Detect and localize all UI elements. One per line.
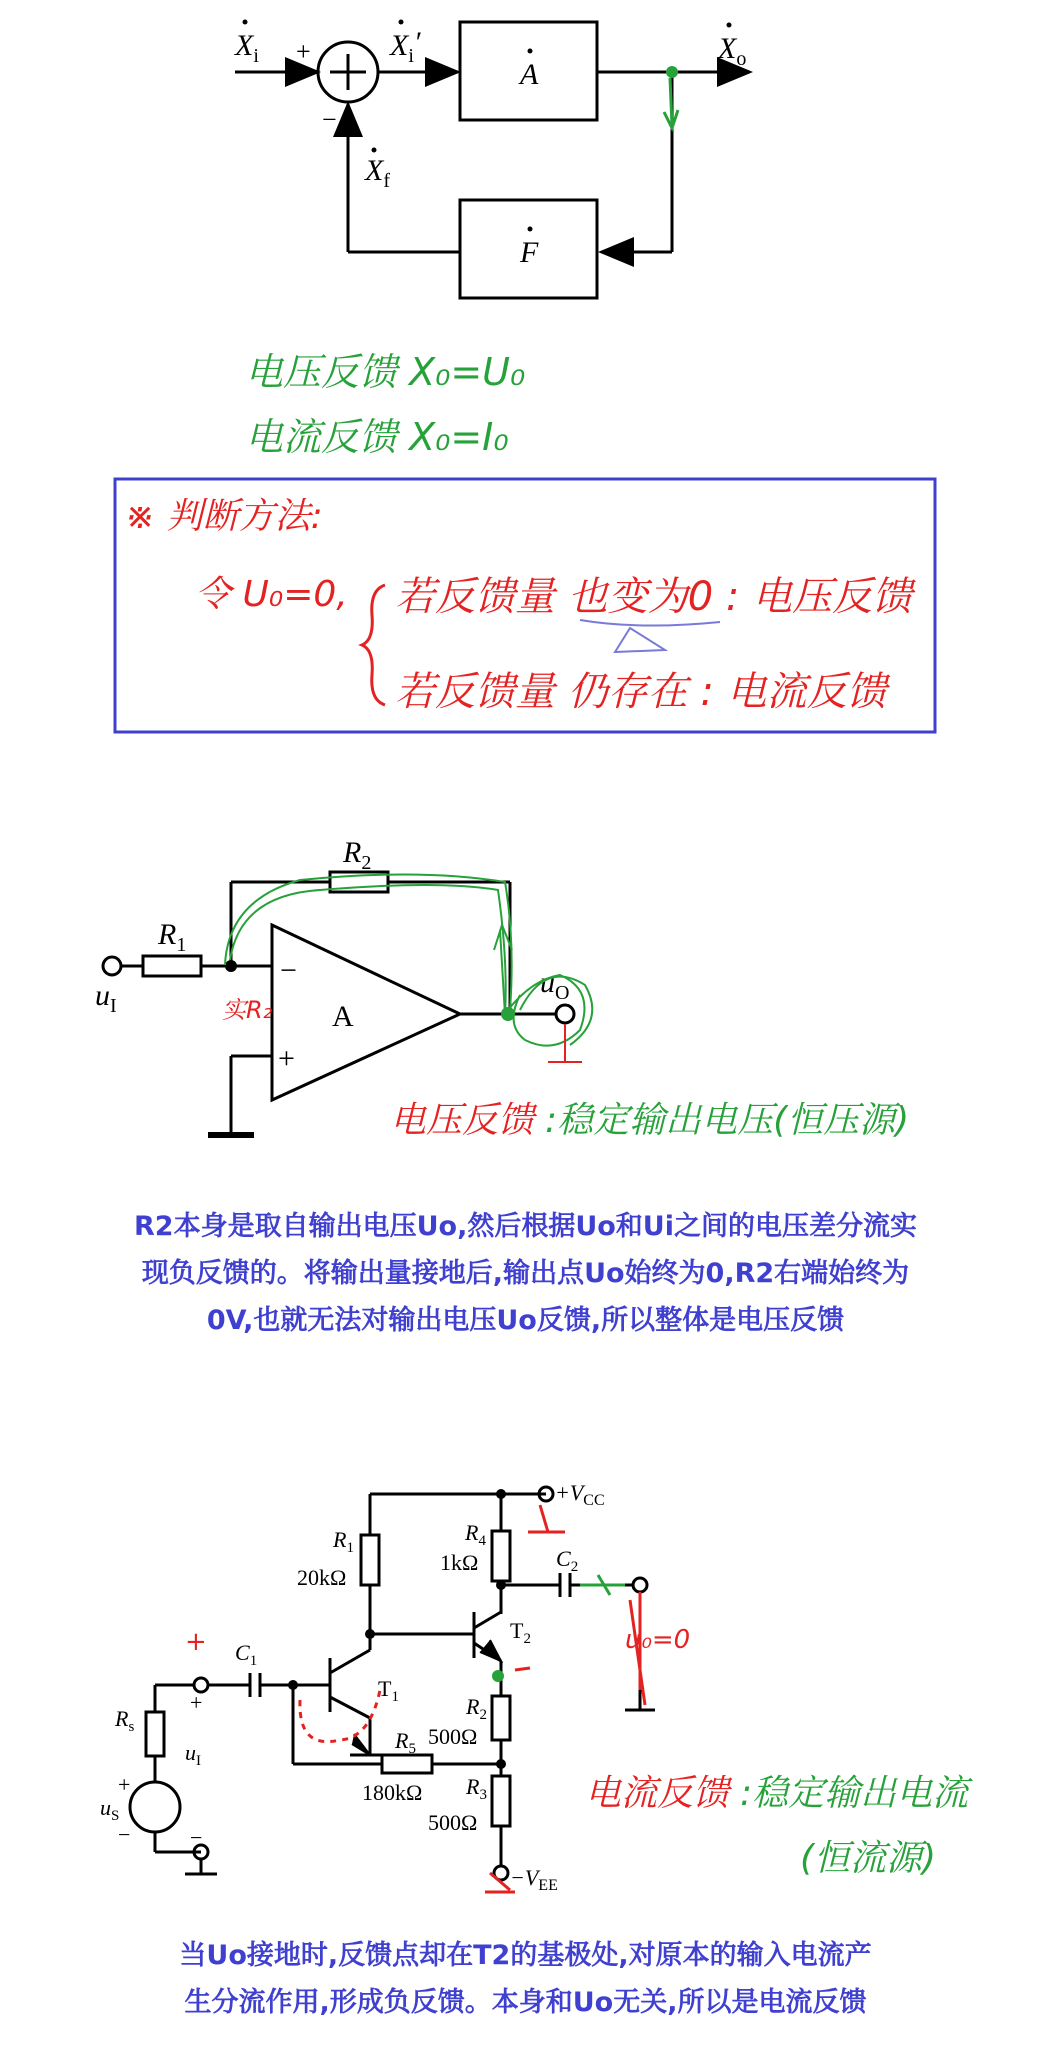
resistor-r2-t (492, 1696, 510, 1740)
label-t-r2-val: 500Ω (428, 1724, 478, 1749)
label-t-plus: + (190, 1690, 203, 1715)
label-f: F (520, 236, 539, 269)
caption-2-line-2: 生分流作用,形成负反馈。本身和Uo无关,所以是电流反馈 (184, 1987, 867, 2018)
caption-2 (40, 1932, 1011, 2026)
op-note-green: :稳定输出电压(恒压源) (545, 1100, 910, 1141)
scribble-mark (580, 620, 720, 652)
label-plus: + (296, 37, 311, 66)
label-t-r4-val: 1kΩ (440, 1550, 479, 1575)
green-transistor-marks (580, 1575, 625, 1595)
label-uo-zero: u₀=0 (625, 1625, 691, 1655)
t-note-red: 电流反馈 (585, 1773, 730, 1814)
opamp-triangle (272, 925, 460, 1100)
brace-mark (362, 585, 385, 705)
resistor-r5 (382, 1755, 432, 1773)
label-t-c1: $C_1$ (235, 1640, 258, 1669)
label-op-ui: $u_I$ (95, 979, 117, 1017)
label-xi-prime: $X_i'$ (390, 26, 421, 67)
label-op-plus: + (278, 1042, 295, 1075)
label-op-r1: $R_1$ (158, 918, 187, 956)
resistor-r1 (143, 956, 201, 976)
label-minus: − (322, 105, 337, 134)
block-diagram (235, 22, 750, 298)
label-vee: $-V_{EE}$ (510, 1865, 558, 1894)
method-case-2: 若反馈量 仍存在 : 电流反馈 (395, 669, 887, 715)
op-note-red: 电压反馈 (390, 1100, 535, 1141)
voltage-source-us (130, 1782, 180, 1832)
label-t-r1-val: 20kΩ (297, 1565, 347, 1590)
caption-1-line-2: 现负反馈的。将输出量接地后,输出点Uo始终为0,R2右端始终为 (141, 1258, 910, 1289)
label-t-minus: − (190, 1825, 203, 1850)
label-op-uo: $u_O$ (540, 966, 570, 1004)
resistor-r3-t (492, 1776, 510, 1826)
label-t-r1: $R_1$ (333, 1527, 354, 1556)
method-condition: 令 U₀=0, (195, 574, 348, 615)
label-op-r2: $R_2$ (343, 836, 372, 874)
label-t-r5: $R_5$ (395, 1728, 416, 1757)
resistor-r1-t (361, 1535, 379, 1585)
note-voltage-feedback: 电压反馈 X₀=U₀ (245, 350, 526, 394)
label-xi: $X_i$ (235, 29, 259, 67)
resistor-rs (146, 1712, 164, 1756)
label-t-r5-val: 180kΩ (362, 1780, 423, 1805)
label-t-ui: $u_I$ (185, 1740, 201, 1769)
red-plus-mark: + (185, 1627, 207, 1657)
output-node-dot (666, 66, 678, 78)
label-xo: $X_o$ (718, 32, 747, 70)
label-t-us: $u_S$ (100, 1795, 120, 1824)
label-t-r3-val: 500Ω (428, 1810, 478, 1835)
caption-1 (40, 1203, 1011, 1344)
label-t-t1: $T_1$ (378, 1676, 399, 1705)
label-t-t2: $T_2$ (510, 1618, 531, 1647)
label-t-rs: $R_s$ (115, 1706, 135, 1735)
label-t-us-minus: − (118, 1822, 131, 1847)
note-current-feedback: 电流反馈 X₀=I₀ (245, 415, 509, 459)
t-note-green-2: (恒流源) (800, 1838, 937, 1879)
t-note-green: :稳定输出电流 (740, 1773, 969, 1814)
method-case-1: 若反馈量 也变为0 : 电压反馈 (395, 574, 913, 620)
label-vcc: $+V_{CC}$ (555, 1480, 605, 1509)
caption-1-line-1: R2本身是取自输出电压Uo,然后根据Uo和Ui之间的电压差分流实 (134, 1211, 917, 1242)
label-xf: $X_f$ (365, 154, 390, 192)
caption-2-line-1: 当Uo接地时,反馈点却在T2的基极处,对原本的输入电流产 (179, 1940, 872, 1971)
red-ground-mark (548, 1024, 582, 1062)
label-t-r2: $R_2$ (466, 1694, 487, 1723)
label-t-us-plus: + (118, 1772, 131, 1797)
method-title: ※ 判断方法: (125, 496, 323, 537)
label-t-r4: $R_4$ (465, 1520, 486, 1549)
caption-1-line-3: 0V,也就无法对输出电压Uo反馈,所以整体是电压反馈 (206, 1305, 845, 1336)
label-t-c2: $C_2$ (556, 1546, 579, 1575)
label-a: A (520, 58, 539, 91)
resistor-r4 (492, 1531, 510, 1581)
label-op-amp: A (332, 1000, 354, 1033)
label-op-minus: − (280, 954, 297, 987)
op-red-mark: 实R₂ (222, 996, 273, 1024)
green-arrow-mark (664, 78, 678, 128)
label-t-r3: $R_3$ (466, 1774, 487, 1803)
